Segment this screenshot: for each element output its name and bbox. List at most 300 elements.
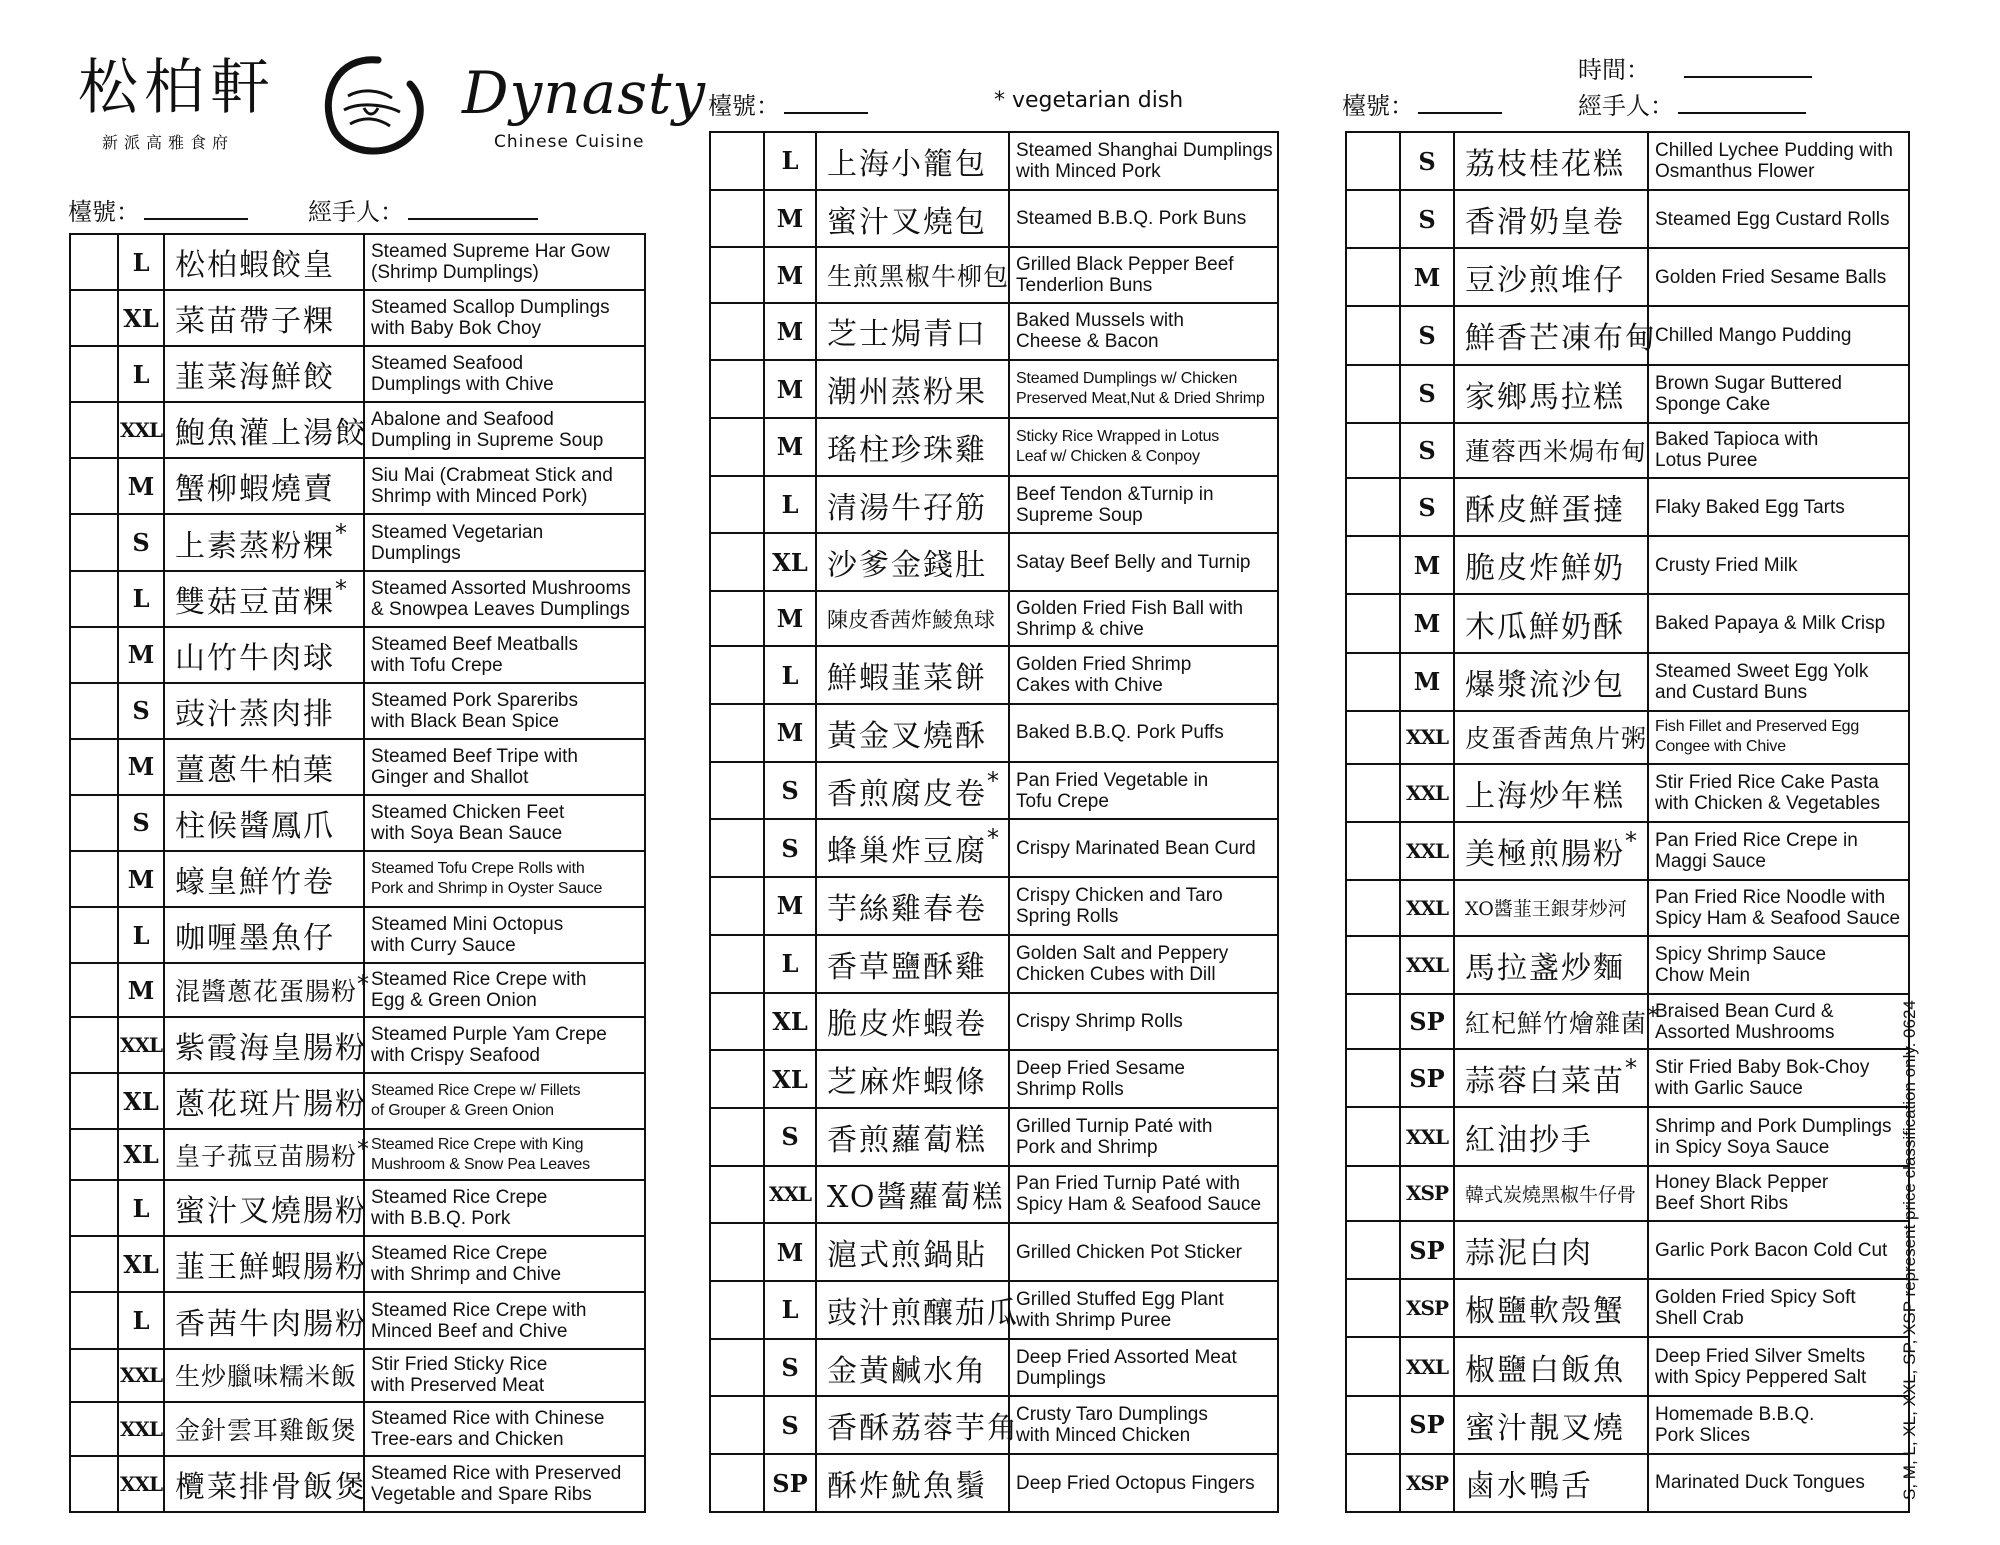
dish-english-line: with Baby Bok Choy — [371, 318, 542, 340]
dish-chinese-name: 香滑奶皇卷 — [1465, 205, 1625, 241]
dish-english-line: Leaf w/ Chicken & Conpoy — [1016, 447, 1200, 465]
size-class: M — [118, 627, 164, 683]
dish-chinese-cell — [1454, 190, 1648, 248]
dish-chinese-cell — [1454, 1049, 1648, 1107]
dish-english-cell — [364, 851, 645, 907]
dish-english-cell — [1009, 591, 1278, 646]
menu-row — [70, 290, 645, 346]
size-class: M — [764, 190, 816, 248]
size-class: XL — [118, 1073, 164, 1129]
dish-chinese-cell — [1454, 764, 1648, 822]
dish-english-line: Golden Salt and Peppery — [1016, 942, 1229, 964]
dish-english-line: Steamed B.B.Q. Pork Buns — [1016, 208, 1247, 230]
size-class: SP — [764, 1454, 816, 1512]
dish-english-line: Abalone and Seafood — [371, 409, 554, 431]
dish-english-line: Steamed Egg Custard Rolls — [1655, 208, 1890, 230]
quantity-cell[interactable] — [710, 1108, 764, 1166]
size-class: L — [118, 907, 164, 963]
table-number-field-2[interactable] — [708, 86, 868, 121]
dish-chinese-name: 香酥荔蓉芋角 — [827, 1411, 1019, 1447]
dish-chinese-name: 松柏蝦餃皇 — [175, 248, 335, 284]
dish-english-line: Deep Fried Assorted Meat — [1016, 1346, 1237, 1368]
menu-row — [710, 132, 1278, 190]
dish-english-line: Golden Fried Shrimp — [1016, 654, 1192, 676]
quantity-cell[interactable] — [710, 1339, 764, 1397]
quantity-cell[interactable] — [710, 1454, 764, 1512]
dish-english-line: Crispy Shrimp Rolls — [1016, 1010, 1183, 1032]
dish-english-line: in Spicy Soya Sauce — [1655, 1136, 1830, 1158]
size-class: XL — [118, 290, 164, 346]
size-class: S — [764, 819, 816, 877]
dish-chinese-name: 香煎腐皮卷 — [827, 776, 987, 812]
quantity-cell[interactable] — [1346, 653, 1400, 711]
size-class: XXL — [764, 1166, 816, 1224]
quantity-cell[interactable] — [70, 1292, 118, 1348]
quantity-cell[interactable] — [70, 963, 118, 1017]
dish-chinese-cell — [816, 360, 1009, 418]
dish-english-line: Chow Mein — [1655, 964, 1751, 986]
dish-chinese-name: 上素蒸粉粿 — [175, 528, 335, 564]
dish-english-line: Stir Fried Sticky Rice — [371, 1354, 548, 1376]
dish-english-line: with Chicken & Vegetables — [1655, 792, 1880, 814]
dish-english-cell — [1648, 994, 1909, 1050]
dish-english-cell — [1009, 476, 1278, 534]
dish-english-cell — [1648, 536, 1909, 594]
menu-row — [710, 1108, 1278, 1166]
quantity-cell[interactable] — [70, 627, 118, 683]
dish-chinese-name: 陳皮香茜炸鯪魚球 — [827, 607, 995, 632]
dish-english-line: Preserved Meat,Nut & Dried Shrimp — [1016, 390, 1265, 408]
dish-english-line: Satay Beef Belly and Turnip — [1016, 551, 1251, 573]
dish-english-line: Siu Mai (Crabmeat Stick and — [371, 465, 613, 487]
dish-chinese-name: 蟹柳蝦燒賣 — [175, 472, 335, 508]
quantity-cell[interactable] — [1346, 1337, 1400, 1395]
dish-chinese-cell — [1454, 1279, 1648, 1337]
quantity-cell[interactable] — [1346, 1107, 1400, 1165]
dish-english-line: Crusty Taro Dumplings — [1016, 1404, 1208, 1426]
dish-chinese-cell — [1454, 594, 1648, 652]
dish-english-cell — [1009, 1050, 1278, 1108]
handler-field-1[interactable] — [308, 192, 538, 227]
size-class: XXL — [1400, 936, 1454, 994]
quantity-cell[interactable] — [710, 360, 764, 418]
quantity-cell[interactable] — [70, 514, 118, 570]
menu-row — [1346, 132, 1909, 190]
dish-chinese-cell — [164, 346, 364, 402]
quantity-cell[interactable] — [1346, 594, 1400, 652]
quantity-cell[interactable] — [1346, 423, 1400, 479]
quantity-cell[interactable] — [710, 132, 764, 190]
dish-chinese-name: 豆沙煎堆仔 — [1465, 263, 1625, 299]
dish-chinese-cell — [164, 1349, 364, 1403]
quantity-cell[interactable] — [70, 907, 118, 963]
dish-english-cell — [1648, 936, 1909, 994]
dish-english-line: Steamed Assorted Mushrooms — [371, 577, 631, 599]
dish-english-line: Cakes with Chive — [1016, 675, 1163, 697]
quantity-cell[interactable] — [710, 993, 764, 1051]
dish-english-line: & Snowpea Leaves Dumplings — [371, 598, 630, 620]
quantity-cell[interactable] — [1346, 248, 1400, 306]
quantity-cell[interactable] — [1346, 936, 1400, 994]
dish-english-line: Steamed Rice Crepe with — [371, 1299, 587, 1321]
time-label: 時間： — [1578, 56, 1650, 84]
dish-english-line: Deep Fried Sesame — [1016, 1058, 1185, 1080]
dish-chinese-cell — [816, 1108, 1009, 1166]
dish-english-cell — [1009, 418, 1278, 476]
dish-chinese-cell — [816, 935, 1009, 993]
quantity-cell[interactable] — [70, 1073, 118, 1129]
quantity-cell[interactable] — [710, 935, 764, 993]
dish-chinese-name: 柱候醬鳳爪 — [175, 808, 335, 844]
size-class: M — [764, 303, 816, 361]
menu-row — [1346, 711, 1909, 764]
handler-field-3[interactable] — [1578, 86, 1806, 121]
menu-row — [70, 963, 645, 1017]
quantity-cell[interactable] — [710, 1166, 764, 1224]
dish-english-cell — [364, 683, 645, 739]
size-class: S — [764, 1396, 816, 1454]
dish-english-cell — [364, 1180, 645, 1236]
quantity-cell[interactable] — [1346, 822, 1400, 880]
quantity-cell[interactable] — [1346, 1049, 1400, 1107]
dish-english-line: Steamed Mini Octopus — [371, 914, 564, 936]
menu-row — [70, 234, 645, 290]
quantity-cell[interactable] — [1346, 1166, 1400, 1222]
dish-english-line: with Garlic Sauce — [1655, 1078, 1803, 1100]
quantity-cell[interactable] — [710, 247, 764, 302]
size-class: L — [764, 476, 816, 534]
dish-english-line: Deep Fried Silver Smelts — [1655, 1345, 1866, 1367]
menu-row — [1346, 594, 1909, 652]
quantity-cell[interactable] — [70, 851, 118, 907]
dish-english-cell — [1009, 877, 1278, 935]
dish-chinese-name: 清湯牛孖筋 — [827, 490, 987, 526]
dish-chinese-name: 豉汁蒸肉排 — [175, 696, 335, 732]
dish-english-line: Crispy Chicken and Taro — [1016, 884, 1223, 906]
size-class: S — [1400, 190, 1454, 248]
quantity-cell[interactable] — [70, 1402, 118, 1456]
size-class: XSP — [1400, 1454, 1454, 1512]
menu-row — [710, 1223, 1278, 1281]
quantity-cell[interactable] — [710, 646, 764, 704]
dish-english-line: Steamed Rice Crepe w/ Fillets — [371, 1082, 581, 1100]
dish-english-cell — [364, 627, 645, 683]
dish-english-line: Steamed Sweet Egg Yolk — [1655, 660, 1869, 682]
dish-english-line: Shrimp with Minced Pork) — [371, 486, 588, 508]
size-class: L — [764, 646, 816, 704]
size-class: XXL — [118, 1456, 164, 1512]
dish-chinese-cell — [164, 1180, 367, 1236]
dish-english-cell — [364, 234, 645, 290]
quantity-cell[interactable] — [70, 290, 118, 346]
menu-row — [710, 704, 1278, 762]
menu-row — [1346, 536, 1909, 594]
dish-english-line: Egg & Green Onion — [371, 990, 537, 1012]
menu-row — [1346, 822, 1909, 880]
dish-chinese-cell — [816, 1454, 1009, 1512]
dish-english-cell — [364, 1017, 645, 1073]
quantity-cell[interactable] — [710, 1223, 764, 1281]
quantity-cell[interactable] — [1346, 132, 1400, 190]
menu-row — [710, 476, 1278, 534]
dish-english-line: with B.B.Q. Pork — [371, 1208, 511, 1230]
dish-english-line: Brown Sugar Buttered — [1655, 372, 1842, 394]
menu-row — [710, 533, 1278, 591]
dish-english-line: Golden Fried Spicy Soft — [1655, 1287, 1856, 1309]
dish-english-line: Baked B.B.Q. Pork Puffs — [1016, 722, 1224, 744]
dish-chinese-cell — [816, 418, 1009, 476]
size-class: XXL — [118, 1402, 164, 1456]
quantity-cell[interactable] — [1346, 365, 1400, 423]
dish-english-line: with Spicy Peppered Salt — [1655, 1366, 1867, 1388]
dish-english-cell — [364, 1456, 645, 1512]
menu-row — [710, 1454, 1278, 1512]
quantity-cell[interactable] — [70, 1180, 118, 1236]
dish-english-line: Pork and Shrimp in Oyster Sauce — [371, 880, 603, 898]
quantity-cell[interactable] — [70, 346, 118, 402]
size-class: SP — [1400, 1049, 1454, 1107]
size-class: L — [118, 1292, 164, 1348]
size-class: S — [764, 1108, 816, 1166]
dish-english-cell — [1009, 1454, 1278, 1512]
brand-chinese-name: 松柏軒 — [78, 53, 276, 123]
dish-english-cell — [1648, 1454, 1909, 1512]
size-class: M — [118, 851, 164, 907]
dish-english-cell — [364, 402, 645, 458]
quantity-cell[interactable] — [710, 476, 764, 534]
quantity-cell[interactable] — [70, 795, 118, 851]
menu-row — [710, 360, 1278, 418]
size-class: XXL — [1400, 822, 1454, 880]
size-class: XXL — [1400, 764, 1454, 822]
quantity-cell[interactable] — [710, 877, 764, 935]
menu-row — [1346, 1279, 1909, 1337]
dish-chinese-name: 芋絲雞春卷 — [827, 891, 987, 927]
quantity-cell[interactable] — [1346, 1454, 1400, 1512]
quantity-cell[interactable] — [1346, 1221, 1400, 1279]
size-class: SP — [1400, 1396, 1454, 1454]
quantity-cell[interactable] — [710, 190, 764, 248]
dish-chinese-cell — [164, 1456, 367, 1512]
size-class: XL — [118, 1129, 164, 1180]
dish-chinese-name: 混醬蔥花蛋腸粉 — [175, 977, 358, 1007]
quantity-cell[interactable] — [70, 683, 118, 739]
menu-row — [70, 907, 645, 963]
dish-english-line: with Tofu Crepe — [371, 654, 503, 676]
quantity-cell[interactable] — [1346, 1396, 1400, 1454]
quantity-cell[interactable] — [710, 1050, 764, 1108]
quantity-cell[interactable] — [710, 762, 764, 820]
quantity-cell[interactable] — [70, 234, 118, 290]
menu-row — [1346, 1221, 1909, 1279]
menu-row — [710, 646, 1278, 704]
dish-chinese-name: 芝麻炸蝦條 — [827, 1065, 987, 1101]
dish-chinese-name: 香煎蘿蔔糕 — [827, 1122, 987, 1158]
quantity-cell[interactable] — [1346, 536, 1400, 594]
size-class: M — [118, 739, 164, 795]
quantity-cell[interactable] — [1346, 764, 1400, 822]
dish-chinese-name: 黃金叉燒酥 — [827, 718, 987, 754]
dish-english-line: Pork and Shrimp — [1016, 1136, 1158, 1158]
dish-chinese-cell — [164, 514, 364, 570]
dish-english-line: Steamed Dumplings w/ Chicken — [1016, 370, 1238, 388]
dish-english-cell — [1009, 1166, 1278, 1224]
dish-chinese-cell — [816, 762, 1009, 820]
dish-english-cell — [1009, 1339, 1278, 1397]
menu-row — [70, 1180, 645, 1236]
quantity-cell[interactable] — [70, 458, 118, 514]
quantity-cell[interactable] — [70, 1456, 118, 1512]
quantity-cell[interactable] — [710, 819, 764, 877]
menu-row — [710, 190, 1278, 248]
menu-column-3 — [1345, 131, 1910, 1513]
dish-english-line: Congee with Chive — [1655, 738, 1786, 756]
dish-chinese-name: 皇子菰豆苗腸粉 — [175, 1141, 358, 1171]
quantity-cell[interactable] — [1346, 994, 1400, 1050]
dish-english-line: with Shrimp Puree — [1016, 1309, 1172, 1331]
dish-chinese-cell — [816, 1223, 1009, 1281]
dish-chinese-name: 上海炒年糕 — [1465, 778, 1625, 814]
dish-english-line: Grilled Chicken Pot Sticker — [1016, 1241, 1242, 1263]
dish-chinese-cell — [164, 851, 364, 907]
menu-row — [1346, 248, 1909, 306]
dish-english-line: Assorted Mushrooms — [1655, 1021, 1835, 1043]
dish-chinese-cell — [816, 533, 1009, 591]
quantity-cell[interactable] — [70, 571, 118, 627]
size-class: XXL — [1400, 880, 1454, 936]
dish-chinese-cell — [816, 1166, 1009, 1224]
size-class: S — [118, 795, 164, 851]
quantity-cell[interactable] — [710, 591, 764, 646]
menu-row — [70, 458, 645, 514]
table-number-label: 檯號： — [708, 92, 780, 120]
vegetarian-asterisk-icon: * — [335, 518, 347, 547]
dish-chinese-cell — [164, 795, 364, 851]
quantity-cell[interactable] — [1346, 880, 1400, 936]
dish-english-line: with Minced Pork — [1016, 160, 1161, 182]
quantity-cell[interactable] — [70, 1017, 118, 1073]
dish-chinese-cell — [164, 739, 364, 795]
dish-chinese-name: 紅油抄手 — [1465, 1122, 1593, 1158]
dish-english-line: Mushroom & Snow Pea Leaves — [371, 1155, 590, 1173]
quantity-cell[interactable] — [710, 418, 764, 476]
dish-chinese-name: 鮑魚灌上湯餃 — [175, 416, 367, 452]
menu-row — [70, 739, 645, 795]
size-class: XXL — [1400, 711, 1454, 764]
size-class: S — [1400, 132, 1454, 190]
dish-english-cell — [1648, 653, 1909, 711]
dish-english-line: of Grouper & Green Onion — [371, 1102, 554, 1120]
quantity-cell[interactable] — [70, 402, 118, 458]
dish-chinese-name: 豉汁煎釀茄瓜 — [827, 1295, 1019, 1331]
dish-chinese-cell — [164, 627, 364, 683]
dish-chinese-cell — [816, 247, 1009, 302]
menu-row — [70, 1129, 645, 1180]
dish-english-line: with Curry Sauce — [371, 935, 516, 957]
dish-chinese-cell — [1454, 1396, 1648, 1454]
dish-english-line: with Minced Chicken — [1016, 1425, 1191, 1447]
quantity-cell[interactable] — [710, 533, 764, 591]
menu-row — [1346, 764, 1909, 822]
dish-chinese-name: 木瓜鮮奶酥 — [1465, 609, 1625, 645]
dish-english-cell — [364, 1236, 645, 1292]
quantity-cell[interactable] — [710, 303, 764, 361]
quantity-cell[interactable] — [1346, 1279, 1400, 1337]
dish-english-line: Sticky Rice Wrapped in Lotus — [1016, 427, 1220, 445]
price-classification-footnote: S, M, L, XL, XXL, SP, XSP represent price classification only. 0624 — [1900, 1000, 1919, 1500]
menu-row — [710, 1050, 1278, 1108]
menu-row — [70, 1073, 645, 1129]
dish-english-line: Cheese & Bacon — [1016, 331, 1159, 353]
menu-row — [710, 819, 1278, 877]
dish-english-line: Steamed Rice with Chinese — [371, 1408, 605, 1430]
vegetarian-asterisk-icon: * — [987, 824, 999, 853]
menu-row — [70, 571, 645, 627]
size-class: L — [118, 1180, 164, 1236]
quantity-cell[interactable] — [1346, 478, 1400, 536]
menu-row — [70, 1017, 645, 1073]
table-number-field-3[interactable] — [1342, 86, 1502, 121]
menu-row — [710, 935, 1278, 993]
table-number-field-1[interactable] — [68, 192, 248, 227]
quantity-cell[interactable] — [1346, 711, 1400, 764]
menu-row — [1346, 478, 1909, 536]
quantity-cell[interactable] — [70, 1236, 118, 1292]
quantity-cell[interactable] — [710, 1281, 764, 1339]
table-number-label: 檯號： — [68, 198, 140, 226]
quantity-cell[interactable] — [70, 1129, 118, 1180]
dish-english-cell — [1648, 423, 1909, 479]
dish-english-line: Minced Beef and Chive — [371, 1320, 568, 1342]
quantity-cell[interactable] — [710, 704, 764, 762]
quantity-cell[interactable] — [710, 1396, 764, 1454]
dish-chinese-name: 韮菜海鮮餃 — [175, 360, 335, 396]
quantity-cell[interactable] — [70, 1349, 118, 1403]
dish-english-line: Baked Papaya & Milk Crisp — [1655, 613, 1886, 635]
size-class: XXL — [118, 1349, 164, 1403]
dish-chinese-name: 家鄉馬拉糕 — [1465, 379, 1625, 415]
vegetarian-asterisk-icon: * — [1625, 826, 1637, 855]
dish-english-line: Steamed Vegetarian — [371, 521, 544, 543]
dish-english-cell — [1648, 1166, 1909, 1222]
dish-english-line: Lotus Puree — [1655, 450, 1758, 472]
dish-english-line: Shell Crab — [1655, 1308, 1744, 1330]
dish-chinese-cell — [164, 683, 364, 739]
brand-chinese-tagline: 新派高雅食府 — [102, 133, 235, 152]
dish-chinese-cell — [164, 1292, 367, 1348]
dish-chinese-name: 鹵水鴨舌 — [1465, 1468, 1593, 1504]
dish-chinese-cell — [1454, 936, 1648, 994]
time-field[interactable] — [1578, 50, 1812, 85]
dish-chinese-cell — [164, 234, 364, 290]
size-class: M — [118, 963, 164, 1017]
size-class: M — [764, 247, 816, 302]
quantity-cell[interactable] — [1346, 306, 1400, 364]
menu-row — [1346, 190, 1909, 248]
dish-english-line: Pan Fried Vegetable in — [1016, 769, 1209, 791]
dish-chinese-name: 薑蔥牛柏葉 — [175, 752, 335, 788]
menu-row — [710, 591, 1278, 646]
menu-row — [70, 627, 645, 683]
dish-english-line: Pan Fried Turnip Paté with — [1016, 1173, 1240, 1195]
dish-english-line: Spring Rolls — [1016, 905, 1119, 927]
dish-chinese-name: 金黃鹹水角 — [827, 1353, 987, 1389]
menu-column-1 — [69, 233, 646, 1513]
dish-chinese-name: 咖喱墨魚仔 — [175, 921, 335, 957]
quantity-cell[interactable] — [70, 739, 118, 795]
dish-english-cell — [364, 290, 645, 346]
quantity-cell[interactable] — [1346, 190, 1400, 248]
